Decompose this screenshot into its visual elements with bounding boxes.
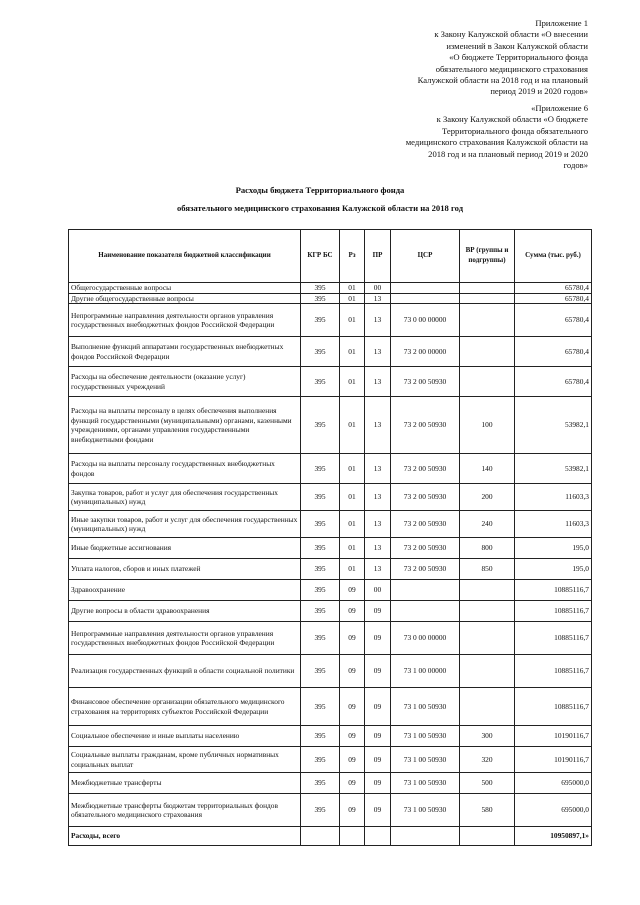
row-pr: 13 bbox=[365, 304, 391, 337]
table-row bbox=[69, 484, 592, 511]
row-name: Непрограммные направления деятельности органов управления государственных внебюджетных фондов Российской Федерации bbox=[69, 304, 301, 337]
table-row bbox=[69, 538, 592, 559]
annex-6-header bbox=[406, 103, 588, 171]
table-row bbox=[69, 304, 592, 337]
row-kgr: 395 bbox=[301, 511, 340, 538]
row-kgr: 395 bbox=[301, 293, 340, 304]
total-row bbox=[69, 827, 592, 846]
row-rz: 01 bbox=[340, 559, 365, 580]
row-csr: 73 2 00 50930 bbox=[391, 454, 460, 484]
row-vr: 300 bbox=[460, 726, 515, 747]
row-rz: 01 bbox=[340, 304, 365, 337]
annex-6-line: к Закону Калужской области «О бюджете bbox=[436, 114, 588, 125]
row-vr bbox=[460, 283, 515, 294]
table-row bbox=[69, 773, 592, 794]
row-kgr: 395 bbox=[301, 688, 340, 726]
row-pr: 00 bbox=[365, 580, 391, 601]
table-row bbox=[69, 747, 592, 773]
row-pr: 09 bbox=[365, 655, 391, 688]
table-row bbox=[69, 337, 592, 367]
row-rz: 01 bbox=[340, 454, 365, 484]
annex-1-line: «О бюджете Территориального фонда bbox=[449, 52, 588, 63]
row-vr: 800 bbox=[460, 538, 515, 559]
row-vr bbox=[460, 367, 515, 397]
row-name: Общегосударственные вопросы bbox=[69, 283, 301, 294]
row-name: Непрограммные направления деятельности органов управления государственных внебюджетных фондов Российской Федерации bbox=[69, 622, 301, 655]
row-vr bbox=[460, 304, 515, 337]
row-pr: 13 bbox=[365, 397, 391, 454]
total-sum: 10950897,1» bbox=[515, 827, 592, 846]
total-label: Расходы, всего bbox=[69, 827, 301, 846]
row-kgr: 395 bbox=[301, 747, 340, 773]
row-csr: 73 2 00 00000 bbox=[391, 337, 460, 367]
row-pr: 13 bbox=[365, 538, 391, 559]
header-vr: ВР (группы и подгруппы) bbox=[460, 230, 515, 283]
annex-1-line: Приложение 1 bbox=[535, 18, 588, 28]
table-row bbox=[69, 726, 592, 747]
row-vr: 140 bbox=[460, 454, 515, 484]
row-csr: 73 2 00 50930 bbox=[391, 367, 460, 397]
annex-1-line: период 2019 и 2020 годов» bbox=[490, 86, 588, 97]
row-sum: 53982,1 bbox=[515, 454, 592, 484]
row-pr: 09 bbox=[365, 601, 391, 622]
row-sum: 11603,3 bbox=[515, 484, 592, 511]
row-kgr: 395 bbox=[301, 601, 340, 622]
row-sum: 53982,1 bbox=[515, 397, 592, 454]
annex-1-line: обязательного медицинского страхования bbox=[435, 63, 588, 74]
row-csr: 73 1 00 50930 bbox=[391, 747, 460, 773]
row-kgr: 395 bbox=[301, 484, 340, 511]
row-rz: 01 bbox=[340, 511, 365, 538]
row-pr: 09 bbox=[365, 726, 391, 747]
row-vr bbox=[460, 580, 515, 601]
row-sum: 11603,3 bbox=[515, 511, 592, 538]
row-sum: 10885116,7 bbox=[515, 601, 592, 622]
table-row bbox=[69, 622, 592, 655]
row-rz: 09 bbox=[340, 726, 365, 747]
row-name: Выполнение функций аппаратами государственных внебюджетных фондов Российской Федерации bbox=[69, 337, 301, 367]
header-kgr: КГР БС bbox=[301, 230, 340, 283]
row-rz: 09 bbox=[340, 747, 365, 773]
row-kgr: 395 bbox=[301, 337, 340, 367]
row-kgr: 395 bbox=[301, 559, 340, 580]
table-row bbox=[69, 601, 592, 622]
row-vr: 500 bbox=[460, 773, 515, 794]
row-name: Социальное обеспечение и иные выплаты населению bbox=[69, 726, 301, 747]
row-rz: 09 bbox=[340, 794, 365, 827]
row-pr: 09 bbox=[365, 688, 391, 726]
row-sum: 65780,4 bbox=[515, 367, 592, 397]
row-pr: 13 bbox=[365, 511, 391, 538]
document-title: Расходы бюджета Территориального фонда bbox=[235, 185, 405, 195]
annex-6-line: Территориального фонда обязательного bbox=[442, 125, 588, 136]
row-csr: 73 2 00 50930 bbox=[391, 559, 460, 580]
row-vr bbox=[460, 601, 515, 622]
row-rz: 01 bbox=[340, 484, 365, 511]
row-name: Финансовое обеспечение организации обязательного медицинского страхования на территориях субъектов Российской Федерации bbox=[69, 688, 301, 726]
row-pr: 00 bbox=[365, 283, 391, 294]
row-name: Межбюджетные трансферты bbox=[69, 773, 301, 794]
row-csr: 73 2 00 50930 bbox=[391, 511, 460, 538]
row-csr bbox=[391, 601, 460, 622]
row-sum: 195,0 bbox=[515, 559, 592, 580]
row-pr: 13 bbox=[365, 367, 391, 397]
row-kgr: 395 bbox=[301, 655, 340, 688]
row-name: Здравоохранение bbox=[69, 580, 301, 601]
row-vr: 100 bbox=[460, 397, 515, 454]
row-sum: 10190116,7 bbox=[515, 747, 592, 773]
row-pr: 09 bbox=[365, 622, 391, 655]
row-csr: 73 2 00 50930 bbox=[391, 484, 460, 511]
row-name: Расходы на выплаты персоналу в целях обеспечения выполнения функций государственными (муниципальными) органами, казенными учреждениями, органами управления государственными внебюджетными фондами bbox=[69, 397, 301, 454]
row-csr bbox=[391, 580, 460, 601]
row-name: Другие вопросы в области здравоохранения bbox=[69, 601, 301, 622]
row-kgr: 395 bbox=[301, 304, 340, 337]
annex-1-line: к Закону Калужской области «О внесении bbox=[434, 29, 588, 40]
table-row bbox=[69, 293, 592, 304]
row-rz: 01 bbox=[340, 367, 365, 397]
row-name: Расходы на выплаты персоналу государственных внебюджетных фондов bbox=[69, 454, 301, 484]
header-pr: ПР bbox=[365, 230, 391, 283]
row-csr: 73 2 00 50930 bbox=[391, 538, 460, 559]
row-kgr: 395 bbox=[301, 622, 340, 655]
row-csr: 73 2 00 50930 bbox=[391, 397, 460, 454]
annex-6-line: 2018 год и на плановый период 2019 и 2020 bbox=[428, 148, 588, 159]
row-name: Другие общегосударственные вопросы bbox=[69, 293, 301, 304]
row-name: Расходы на обеспечение деятельности (оказание услуг) государственных учреждений bbox=[69, 367, 301, 397]
row-pr: 13 bbox=[365, 559, 391, 580]
row-kgr: 395 bbox=[301, 397, 340, 454]
row-sum: 65780,4 bbox=[515, 293, 592, 304]
table-row bbox=[69, 511, 592, 538]
annex-1-line: изменений в Закон Калужской области bbox=[446, 40, 588, 51]
annex-1-header bbox=[418, 18, 588, 98]
row-name: Закупка товаров, работ и услуг для обеспечения государственных (муниципальных) нужд bbox=[69, 484, 301, 511]
row-csr: 73 1 00 50930 bbox=[391, 726, 460, 747]
row-name: Иные закупки товаров, работ и услуг для обеспечения государственных (муниципальных) нужд bbox=[69, 511, 301, 538]
row-vr bbox=[460, 655, 515, 688]
annex-6-line: медицинского страхования Калужской области на bbox=[405, 137, 588, 148]
row-pr: 13 bbox=[365, 454, 391, 484]
row-rz: 01 bbox=[340, 293, 365, 304]
table-row bbox=[69, 688, 592, 726]
row-rz: 01 bbox=[340, 397, 365, 454]
row-sum: 695000,0 bbox=[515, 794, 592, 827]
row-kgr: 395 bbox=[301, 580, 340, 601]
row-sum: 10885116,7 bbox=[515, 655, 592, 688]
row-vr: 240 bbox=[460, 511, 515, 538]
table-row bbox=[69, 559, 592, 580]
table-header-row bbox=[69, 230, 592, 283]
row-csr bbox=[391, 293, 460, 304]
row-name: Иные бюджетные ассигнования bbox=[69, 538, 301, 559]
row-kgr: 395 bbox=[301, 773, 340, 794]
row-vr bbox=[460, 688, 515, 726]
table-row bbox=[69, 454, 592, 484]
row-sum: 65780,4 bbox=[515, 337, 592, 367]
row-kgr: 395 bbox=[301, 726, 340, 747]
row-pr: 09 bbox=[365, 794, 391, 827]
row-sum: 695000,0 bbox=[515, 773, 592, 794]
row-rz: 01 bbox=[340, 538, 365, 559]
row-kgr: 395 bbox=[301, 367, 340, 397]
table-row bbox=[69, 655, 592, 688]
table-row bbox=[69, 367, 592, 397]
row-rz: 01 bbox=[340, 283, 365, 294]
row-rz: 09 bbox=[340, 773, 365, 794]
row-pr: 13 bbox=[365, 293, 391, 304]
row-vr: 320 bbox=[460, 747, 515, 773]
row-sum: 10885116,7 bbox=[515, 688, 592, 726]
row-sum: 65780,4 bbox=[515, 304, 592, 337]
table-row bbox=[69, 794, 592, 827]
row-vr: 850 bbox=[460, 559, 515, 580]
row-csr: 73 0 00 00000 bbox=[391, 622, 460, 655]
row-pr: 13 bbox=[365, 484, 391, 511]
row-csr: 73 1 00 50930 bbox=[391, 688, 460, 726]
row-sum: 10190116,7 bbox=[515, 726, 592, 747]
row-rz: 09 bbox=[340, 580, 365, 601]
row-kgr: 395 bbox=[301, 283, 340, 294]
header-rz: Рз bbox=[340, 230, 365, 283]
row-kgr: 395 bbox=[301, 794, 340, 827]
row-sum: 195,0 bbox=[515, 538, 592, 559]
header-sum: Сумма (тыс. руб.) bbox=[515, 230, 592, 283]
row-csr: 73 1 00 50930 bbox=[391, 794, 460, 827]
row-pr: 09 bbox=[365, 747, 391, 773]
row-sum: 10885116,7 bbox=[515, 580, 592, 601]
header-csr: ЦСР bbox=[391, 230, 460, 283]
table-row bbox=[69, 283, 592, 294]
row-vr bbox=[460, 622, 515, 655]
row-name: Уплата налогов, сборов и иных платежей bbox=[69, 559, 301, 580]
row-name: Социальные выплаты гражданам, кроме публичных нормативных социальных выплат bbox=[69, 747, 301, 773]
row-kgr: 395 bbox=[301, 454, 340, 484]
row-rz: 09 bbox=[340, 655, 365, 688]
row-vr: 580 bbox=[460, 794, 515, 827]
row-name: Межбюджетные трансферты бюджетам территориальных фондов обязательного медицинского страхования bbox=[69, 794, 301, 827]
annex-6-line: годов» bbox=[563, 160, 588, 171]
row-rz: 09 bbox=[340, 601, 365, 622]
row-sum: 65780,4 bbox=[515, 283, 592, 294]
row-pr: 13 bbox=[365, 337, 391, 367]
row-rz: 01 bbox=[340, 337, 365, 367]
row-rz: 09 bbox=[340, 688, 365, 726]
annex-6-line: «Приложение 6 bbox=[531, 103, 588, 113]
row-vr bbox=[460, 293, 515, 304]
header-name: Наименование показателя бюджетной классификации bbox=[69, 230, 301, 283]
row-csr: 73 0 00 00000 bbox=[391, 304, 460, 337]
row-pr: 09 bbox=[365, 773, 391, 794]
row-kgr: 395 bbox=[301, 538, 340, 559]
row-vr bbox=[460, 337, 515, 367]
row-csr bbox=[391, 283, 460, 294]
row-name: Реализация государственных функций в области социальной политики bbox=[69, 655, 301, 688]
document-subtitle: обязательного медицинского страхования Калужской области на 2018 год bbox=[176, 203, 464, 213]
annex-1-line: Калужской области на 2018 год и на плановый bbox=[417, 75, 588, 86]
table-row bbox=[69, 580, 592, 601]
row-vr: 200 bbox=[460, 484, 515, 511]
row-csr: 73 1 00 00000 bbox=[391, 655, 460, 688]
row-csr: 73 1 00 50930 bbox=[391, 773, 460, 794]
expenses-table bbox=[68, 229, 592, 846]
table-row bbox=[69, 397, 592, 454]
row-sum: 10885116,7 bbox=[515, 622, 592, 655]
row-rz: 09 bbox=[340, 622, 365, 655]
